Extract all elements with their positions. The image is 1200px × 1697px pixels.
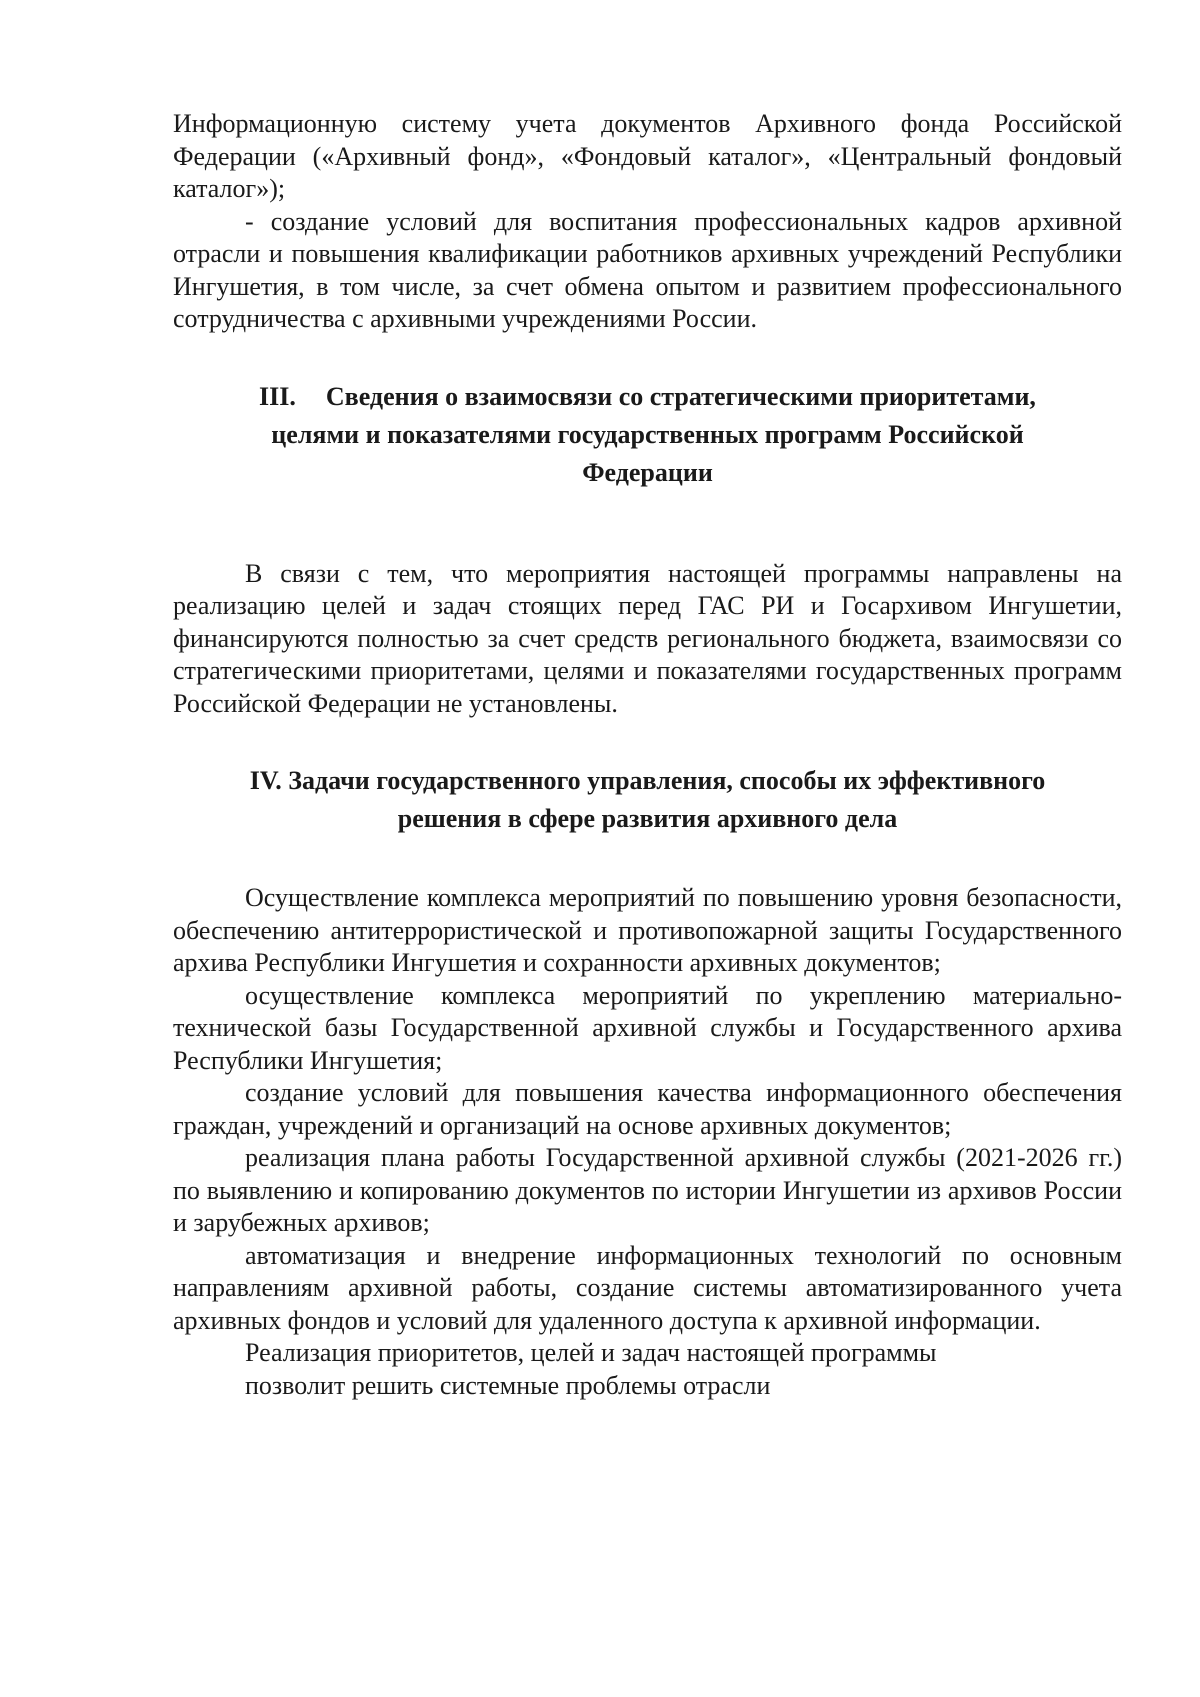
section-3-heading [173, 378, 1122, 492]
section-4-body [173, 882, 1122, 1402]
intro-bullet: - создание условий для воспитания профессиональных кадров архивной отрасли и повышения квалификации работников архивных учреждений Республики Ингушетия, в том числе, за счет обмена опытом и развитием профессионального сотрудничества с архивными учреждениями России. [173, 206, 1122, 333]
section-3-number: III. [259, 381, 296, 411]
intro-paragraph: Информационную систему учета документов Архивного фонда Российской Федерации («Архивный фонд», «Фондовый каталог», «Центральный фондовый каталог»); [173, 109, 1122, 203]
section-4-title-line-1: IV. Задачи государственного управления, способы их эффективного [249, 766, 1046, 795]
closing-line-2: позволит решить системные проблемы отрасли [245, 1370, 771, 1400]
section-4-paragraph-2: осуществление комплекса мероприятий по укреплению материально-технической базы Государственной архивной службы и Государственного архива Республики Ингушетия; [173, 980, 1122, 1075]
section-4-paragraph-4: реализация плана работы Государственной архивной службы (2021-2026 гг.) по выявлению и копированию документов по истории Ингушетии из архивов России и зарубежных архивов; [173, 1143, 1122, 1237]
closing-line-1: Реализация приоритетов, целей и задач настоящей программы [245, 1338, 937, 1367]
section-4-paragraph-1: Осуществление комплекса мероприятий по повышению уровня безопасности, обеспечению антитеррористической и противопожарной защиты Государственного архива Республики Ингушетия и сохранности архивных документов; [173, 883, 1122, 977]
section-4-title-line-2: решения в сфере развития архивного дела [397, 804, 898, 833]
document-page [173, 108, 1122, 1402]
section-3-title-line-1 [173, 378, 1122, 416]
section-4-heading [173, 762, 1122, 838]
section-3-paragraph: В связи с тем, что мероприятия настоящей программы направлены на реализацию целей и задач стоящих перед ГАС РИ и Госархивом Ингушетии, финансируются полностью за счет средств регионального бюджета, взаимосвязи со стратегическими приоритетами, целями и показателями государственных программ Российской Федерации не установлены. [173, 558, 1122, 718]
section-3-title-line-2: целями и показателями государственных программ Российской [271, 419, 1024, 449]
section-3-title-line-3: Федерации [582, 457, 713, 487]
section-4-closing-paragraph [173, 1337, 1122, 1402]
section-4-paragraph-5: автоматизация и внедрение информационных технологий по основным направлениям архивной работы, создание системы автоматизированного учета архивных фондов и условий для удаленного доступа к архивной информации. [173, 1240, 1122, 1335]
section-3-title-text-1: Сведения о взаимосвязи со стратегическими приоритетами, [325, 381, 1036, 411]
section-4-paragraph-3: создание условий для повышения качества информационного обеспечения граждан, учреждений и организаций на основе архивных документов; [173, 1078, 1122, 1140]
